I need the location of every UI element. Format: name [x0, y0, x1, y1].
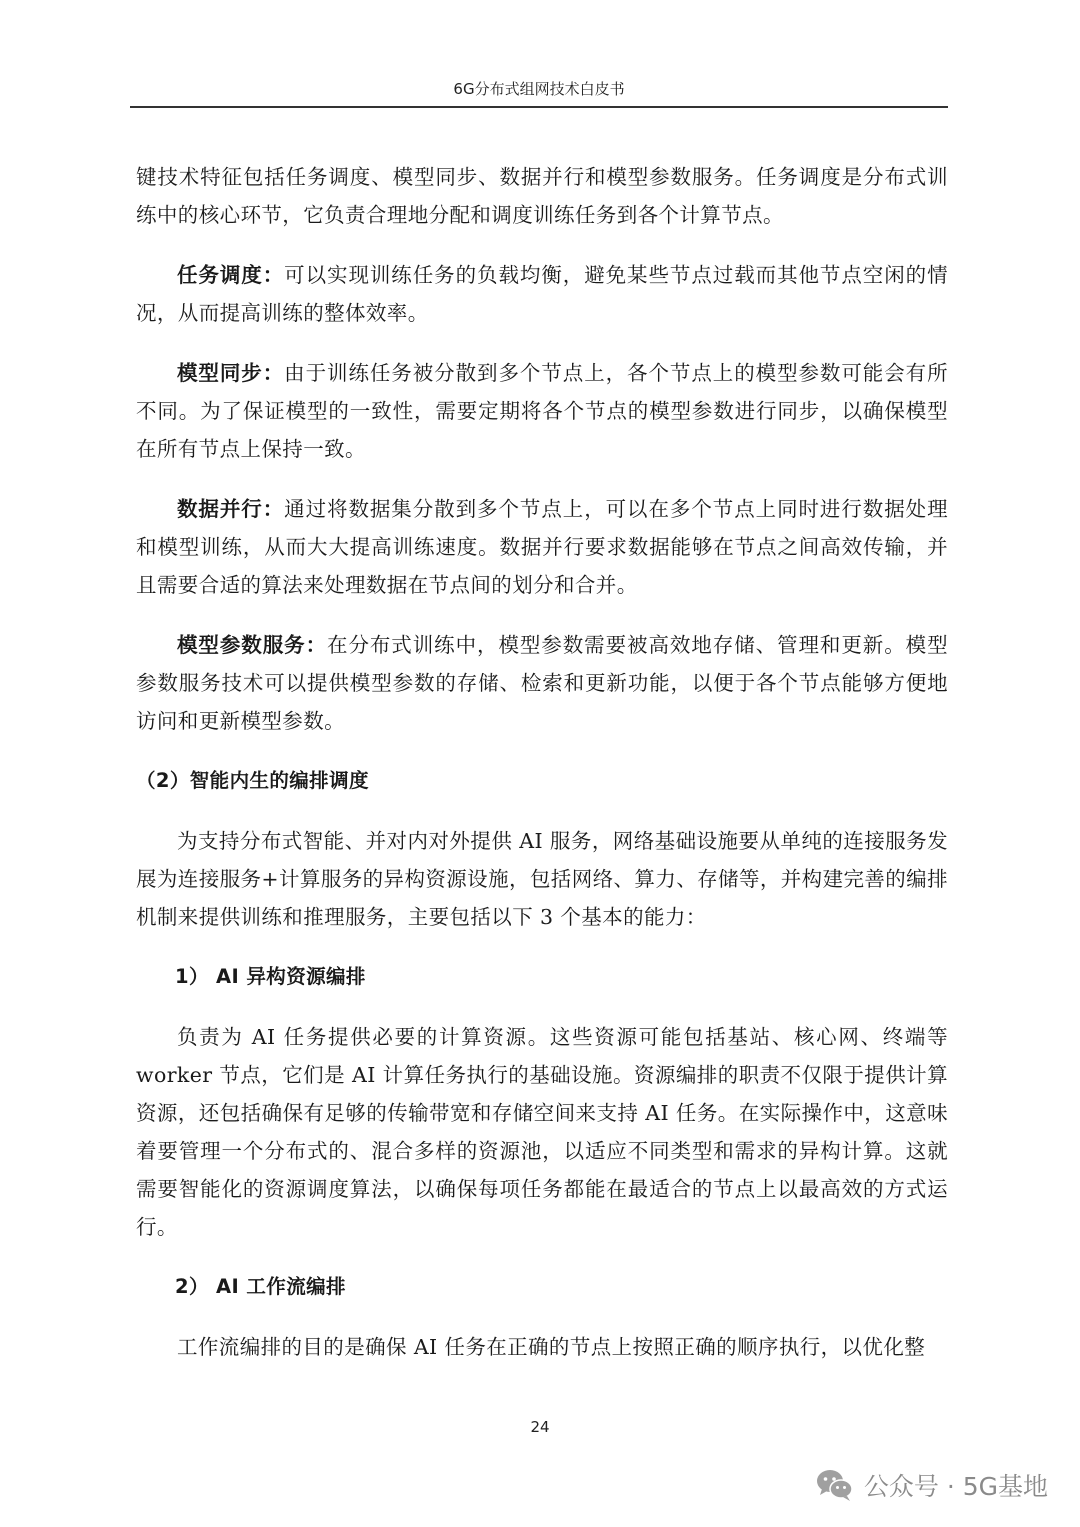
term-task-scheduling: 任务调度： [177, 263, 285, 287]
subheading-heterogeneous-resources: 1） AI 异构资源编排 [175, 965, 366, 988]
watermark-text: 公众号 · 5G基地 [863, 1472, 1048, 1501]
running-header [130, 78, 948, 108]
term-parameter-service: 模型参数服务： [177, 633, 328, 657]
paragraph-task-scheduling [136, 256, 948, 332]
watermark [816, 1463, 1048, 1507]
section-heading-orchestration: （2）智能内生的编排调度 [136, 769, 369, 792]
document-body [136, 158, 948, 1366]
paragraph-model-sync-text: 由于训练任务被分散到多个节点上，各个节点上的模型参数可能会有所不同。为了保证模型的一致性，需要定期将各个节点的模型参数进行同步，以确保模型在所有节点上保持一致。 [136, 361, 948, 461]
paragraph-data-parallel [136, 490, 948, 604]
term-data-parallel: 数据并行： [177, 497, 285, 521]
paragraph-heterogeneous-resources: 负责为 AI 任务提供必要的计算资源。这些资源可能包括基站、核心网、终端等 worker 节点，它们是 AI 计算任务执行的基础设施。资源编排的职责不仅限于提供计算资源，还包括确保有足够的传输带宽和存储空间来支持 AI 任务。在实际操作中，这意味着要管理一个分布式的、混合多样的资源池，以适应不同类型和需求的异构计算。这就需要智能化的资源调度算法，以确保每项任务都能在最适合的节点上以最高效的方式运行。 [136, 1025, 948, 1239]
term-model-sync: 模型同步： [177, 361, 285, 385]
paragraph-intro: 键技术特征包括任务调度、模型同步、数据并行和模型参数服务。任务调度是分布式训练中的核心环节，它负责合理地分配和调度训练任务到各个计算节点。 [136, 165, 948, 227]
paragraph-parameter-service [136, 626, 948, 740]
page-number: 24 [530, 1418, 550, 1436]
paragraph-model-sync [136, 354, 948, 468]
paragraph-data-parallel-text: 通过将数据集分散到多个节点上，可以在多个节点上同时进行数据处理和模型训练，从而大大提高训练速度。数据并行要求数据能够在节点之间高效传输，并且需要合适的算法来处理数据在节点间的划分和合并。 [136, 497, 948, 597]
wechat-icon [816, 1468, 854, 1502]
header-title: 6G分布式组网技术白皮书 [453, 80, 625, 98]
paragraph-task-scheduling-text: 可以实现训练任务的负载均衡，避免某些节点过载而其他节点空闲的情况，从而提高训练的整体效率。 [136, 263, 948, 325]
paragraph-orchestration-intro: 为支持分布式智能、并对内对外提供 AI 服务，网络基础设施要从单纯的连接服务发展为连接服务+计算服务的异构资源设施，包括网络、算力、存储等，并构建完善的编排机制来提供训练和推理服务，主要包括以下 3 个基本的能力： [136, 829, 948, 929]
subheading-workflow: 2） AI 工作流编排 [175, 1275, 346, 1298]
header-divider [130, 106, 948, 108]
paragraph-workflow: 工作流编排的目的是确保 AI 任务在正确的节点上按照正确的顺序执行，以优化整 [177, 1335, 926, 1359]
paragraph-parameter-service-text: 在分布式训练中，模型参数需要被高效地存储、管理和更新。模型参数服务技术可以提供模型参数的存储、检索和更新功能，以便于各个节点能够方便地访问和更新模型参数。 [136, 633, 948, 733]
